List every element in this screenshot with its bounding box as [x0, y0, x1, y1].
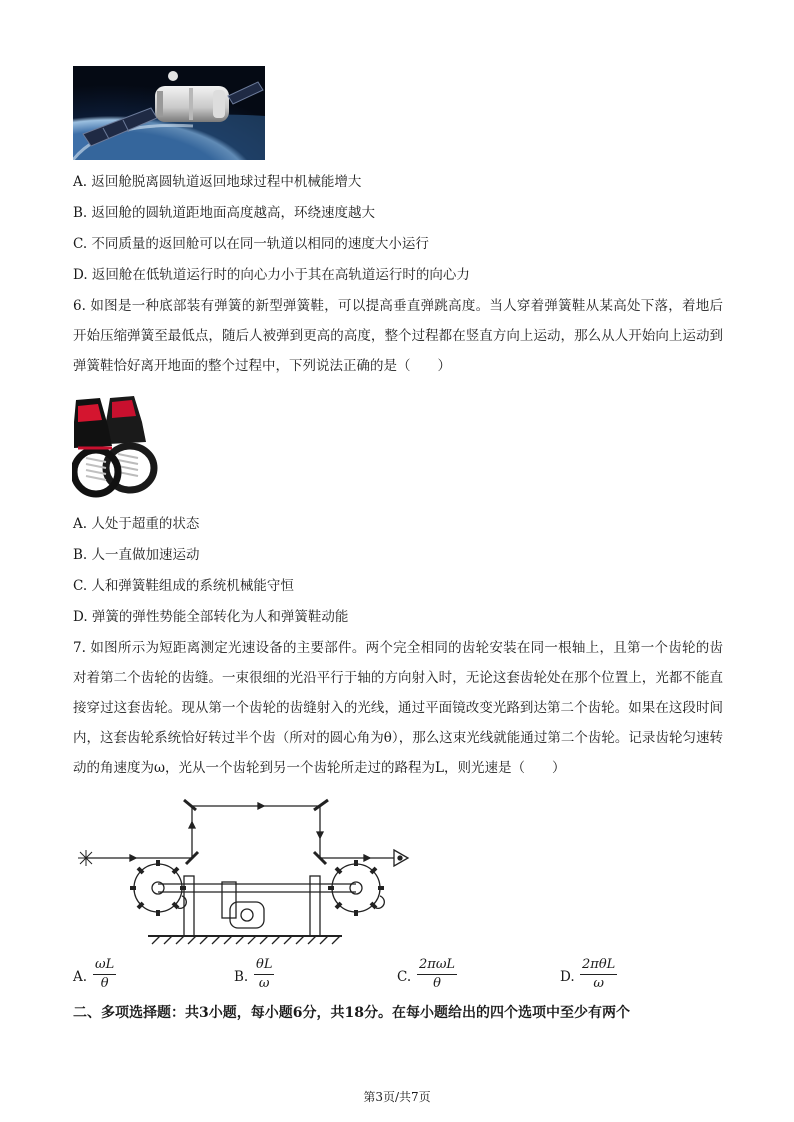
q7-option-a-denominator: θ	[100, 976, 109, 991]
q7-option-c-fraction	[417, 956, 457, 993]
q7-option-a-fraction	[93, 956, 116, 993]
q7-option-d-fraction	[580, 956, 617, 993]
q6-option-a: A. 人处于超重的状态	[73, 516, 200, 532]
q7-option-d-numerator: 2πθL	[580, 956, 617, 975]
q7-option-b-denominator: ω	[258, 976, 270, 991]
q6-option-c: C. 人和弹簧鞋组成的系统机械能守恒	[73, 578, 294, 594]
q7-option-d-label: D.	[560, 969, 575, 985]
q5-option-a: A. 返回舱脱离圆轨道返回地球过程中机械能增大	[73, 174, 362, 190]
q6-stem: 6. 如图是一种底部装有弹簧的新型弹簧鞋，可以提高垂直弹跳高度。当人穿着弹簧鞋从某高处下落，着地后开始压缩弹簧至最低点，随后人被弹到更高的高度，整个过程都在竖直方向上运动，那么从人开始向上运动到弹簧鞋恰好离开地面的整个过程中，下列说法正确的是（ ）	[73, 298, 723, 374]
q7-option-d-denominator: ω	[593, 976, 604, 991]
gear-apparatus-diagram	[72, 796, 422, 946]
q7-option-c-numerator: 2πωL	[417, 956, 457, 975]
q5-option-d: D. 返回舱在低轨道运行时的向心力小于其在高轨道运行时的向心力	[73, 267, 470, 283]
q7-stem: 7. 如图所示为短距离测定光速设备的主要部件。两个完全相同的齿轮安装在同一根轴上，且第一个齿轮的齿对着第二个齿轮的齿缝。一束很细的光沿平行于轴的方向射入时，无论这套齿轮处在那个位置上，光都不能直接穿过这套齿轮。现从第一个齿轮的齿缝射入的光线，通过平面镜改变光路到达第二个齿轮。如果在这段时间内，这套齿轮系统恰好转过半个齿（所对的圆心角为θ），那么这束光线就能通过第二个齿轮。记录齿轮匀速转动的角速度为ω，光从一个齿轮到另一个齿轮所走过的路程为L，则光速是（ ）	[73, 640, 723, 776]
q7-option-b-fraction	[254, 956, 274, 993]
page-number: 第3页/共7页	[363, 1090, 431, 1104]
q6-option-b: B. 人一直做加速运动	[73, 547, 200, 563]
q7-option-b-numerator: θL	[254, 956, 274, 975]
q7-option-a-label: A.	[73, 969, 88, 985]
q5-option-b: B. 返回舱的圆轨道距地面高度越高，环绕速度越大	[73, 205, 376, 221]
q5-option-c: C. 不同质量的返回舱可以在同一轨道以相同的速度大小运行	[73, 236, 429, 252]
q7-option-c-denominator: θ	[433, 976, 441, 991]
q7-option-a-numerator: ωL	[93, 956, 116, 975]
spring-shoes-photo	[72, 392, 162, 498]
space-station-photo	[73, 66, 265, 160]
q7-option-b-label: B.	[234, 969, 249, 985]
section-heading: 二、多项选择题：共3小题，每小题6分，共18分。在每小题给出的四个选项中至少有两个	[73, 1005, 630, 1021]
q6-option-d: D. 弹簧的弹性势能全部转化为人和弹簧鞋动能	[73, 609, 349, 625]
q7-option-c-label: C.	[397, 969, 412, 985]
